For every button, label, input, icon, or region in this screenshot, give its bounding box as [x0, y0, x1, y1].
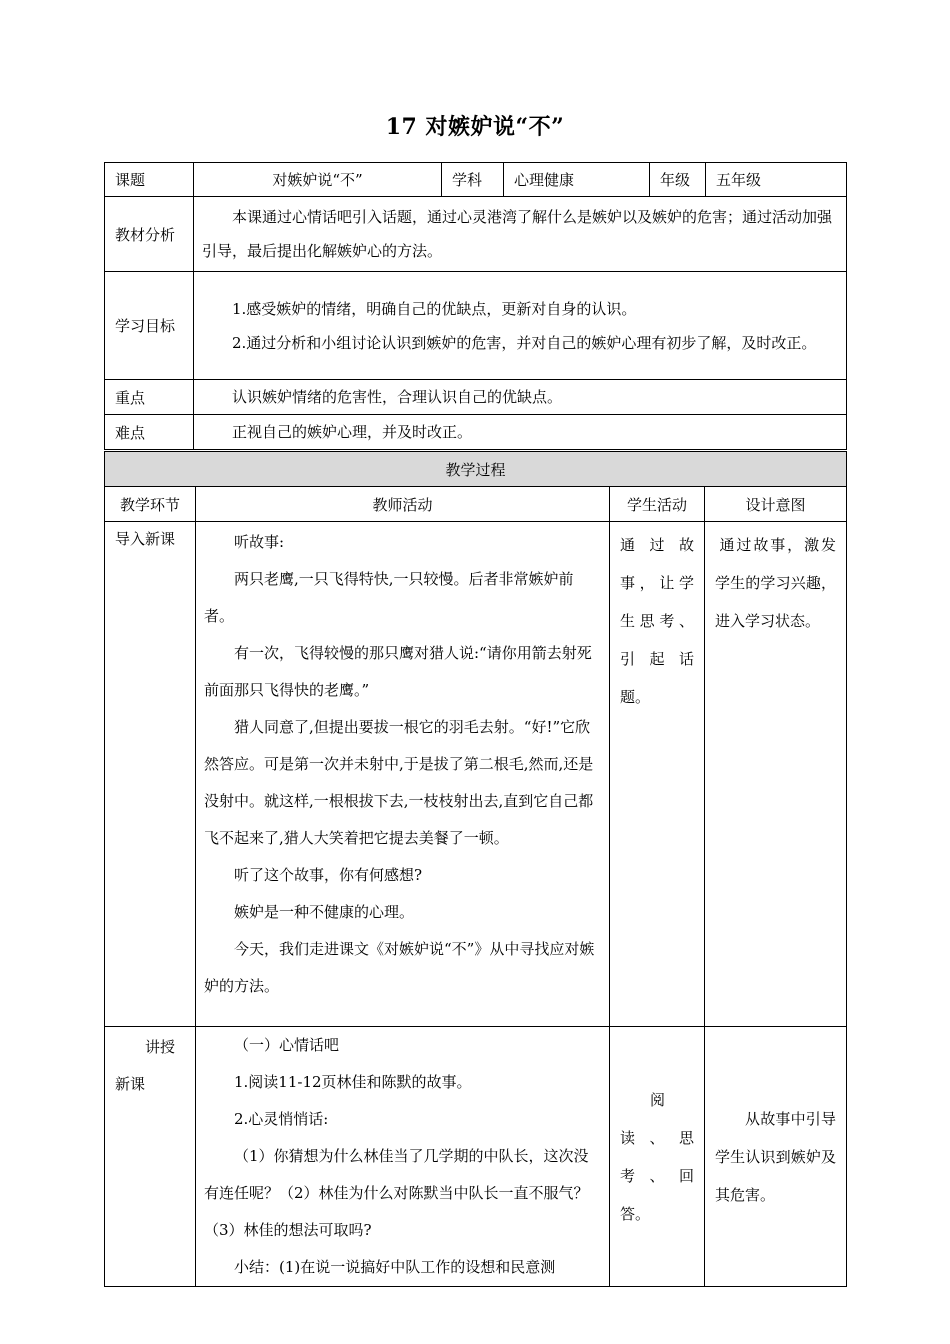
process-heading: 教学过程: [105, 452, 847, 487]
grade-value: 五年级: [706, 163, 847, 197]
teacher-paragraph: 猎人同意了,但提出要拔一根它的羽毛去射。“好!”它欣然答应。可是第一次并未射中,于是拔了第二根毛,然而,还是没射中。就这样,一根根拔下去,一枝枝射出去,直到它自己都飞不起来了,猎人大笑着把它提去美餐了一顿。: [204, 718, 594, 847]
goal-item-2: 2.通过分析和小组讨论认识到嫉妒的危害，并对自己的嫉妒心理有初步了解，及时改正。: [232, 333, 817, 352]
teacher-paragraph: 两只老鹰,一只飞得特快,一只较慢。后者非常嫉妒前者。: [204, 570, 574, 625]
teacher-paragraph: 今天，我们走进课文《对嫉妒说“不”》从中寻找应对嫉妒的方法。: [204, 940, 595, 995]
design-intent-text: 从故事中引导学生认识到嫉妒及其危害。: [715, 1109, 837, 1204]
key-point-cell: [194, 380, 847, 415]
subject-value: 心理健康: [504, 163, 650, 197]
stage-cell: 讲授新课: [105, 1027, 196, 1287]
teacher-paragraph: 有一次，飞得较慢的那只鹰对猎人说:“请你用箭去射死前面那只飞得快的老鹰。”: [204, 644, 592, 699]
difficulty-label: 难点: [105, 415, 194, 450]
goals-cell: [194, 272, 847, 380]
column-header-student: 学生活动: [610, 487, 705, 522]
design-intent-cell: [705, 522, 847, 1027]
teacher-paragraph: 小结：(1)在说一说搞好中队工作的设想和民意测: [234, 1258, 556, 1276]
key-point-label: 重点: [105, 380, 194, 415]
teacher-activity-cell: [196, 1027, 610, 1287]
teacher-paragraph: 嫉妒是一种不健康的心理。: [234, 903, 415, 921]
page-title: 17 对嫉妒说“不”: [385, 114, 565, 140]
student-activity-text: 通过故事，让学生思考、引起话题。: [620, 536, 694, 706]
teacher-paragraph: 听了这个故事，你有何感想?: [234, 866, 423, 884]
teacher-paragraph: 听故事:: [234, 533, 285, 551]
column-header-teacher: 教师活动: [196, 487, 610, 522]
analysis-cell: [194, 197, 847, 272]
stage-cell: 导入新课: [105, 522, 196, 1027]
difficulty-cell: [194, 415, 847, 450]
lesson-info-table: [104, 162, 847, 450]
teacher-paragraph: 1.阅读11-12页林佳和陈默的故事。: [234, 1073, 472, 1091]
design-intent-cell: [705, 1027, 847, 1287]
subject-label: 学科: [442, 163, 504, 197]
column-header-stage: 教学环节: [105, 487, 196, 522]
teacher-paragraph: 2.心灵悄悄话:: [234, 1110, 329, 1128]
table-row: [105, 522, 847, 1027]
teaching-process-table: [104, 451, 847, 1287]
student-activity-cell: [610, 522, 705, 1027]
goals-label: 学习目标: [105, 272, 194, 380]
topic-label: 课题: [105, 163, 194, 197]
key-point-text: 认识嫉妒情绪的危害性，合理认识自己的优缺点。: [232, 388, 563, 406]
design-intent-text: 通过故事，激发学生的学习兴趣，进入学习状态。: [715, 536, 837, 630]
column-header-intent: 设计意图: [705, 487, 847, 522]
student-activity-cell: [610, 1027, 705, 1287]
teacher-activity-cell: [196, 522, 610, 1027]
goal-item-1: 1.感受嫉妒的情绪，明确自己的优缺点，更新对自身的认识。: [232, 299, 637, 318]
teacher-paragraph: （1）你猜想为什么林佳当了几学期的中队长，这次没有连任呢？（2）林佳为什么对陈默当中队长一直不服气？（3）林佳的想法可取吗?: [204, 1147, 589, 1239]
topic-value: 对嫉妒说“不”: [194, 163, 442, 197]
teacher-paragraph: （一）心情话吧: [234, 1036, 340, 1054]
grade-label: 年级: [650, 163, 706, 197]
analysis-label: 教材分析: [105, 197, 194, 272]
analysis-text: 本课通过心情话吧引入话题，通过心灵港湾了解什么是嫉妒以及嫉妒的危害；通过活动加强引导，最后提出化解嫉妒心的方法。: [202, 208, 833, 260]
table-row: [105, 1027, 847, 1287]
student-activity-text: 阅读、思考、回答。: [620, 1090, 694, 1223]
difficulty-text: 正视自己的嫉妒心理，并及时改正。: [232, 423, 473, 441]
